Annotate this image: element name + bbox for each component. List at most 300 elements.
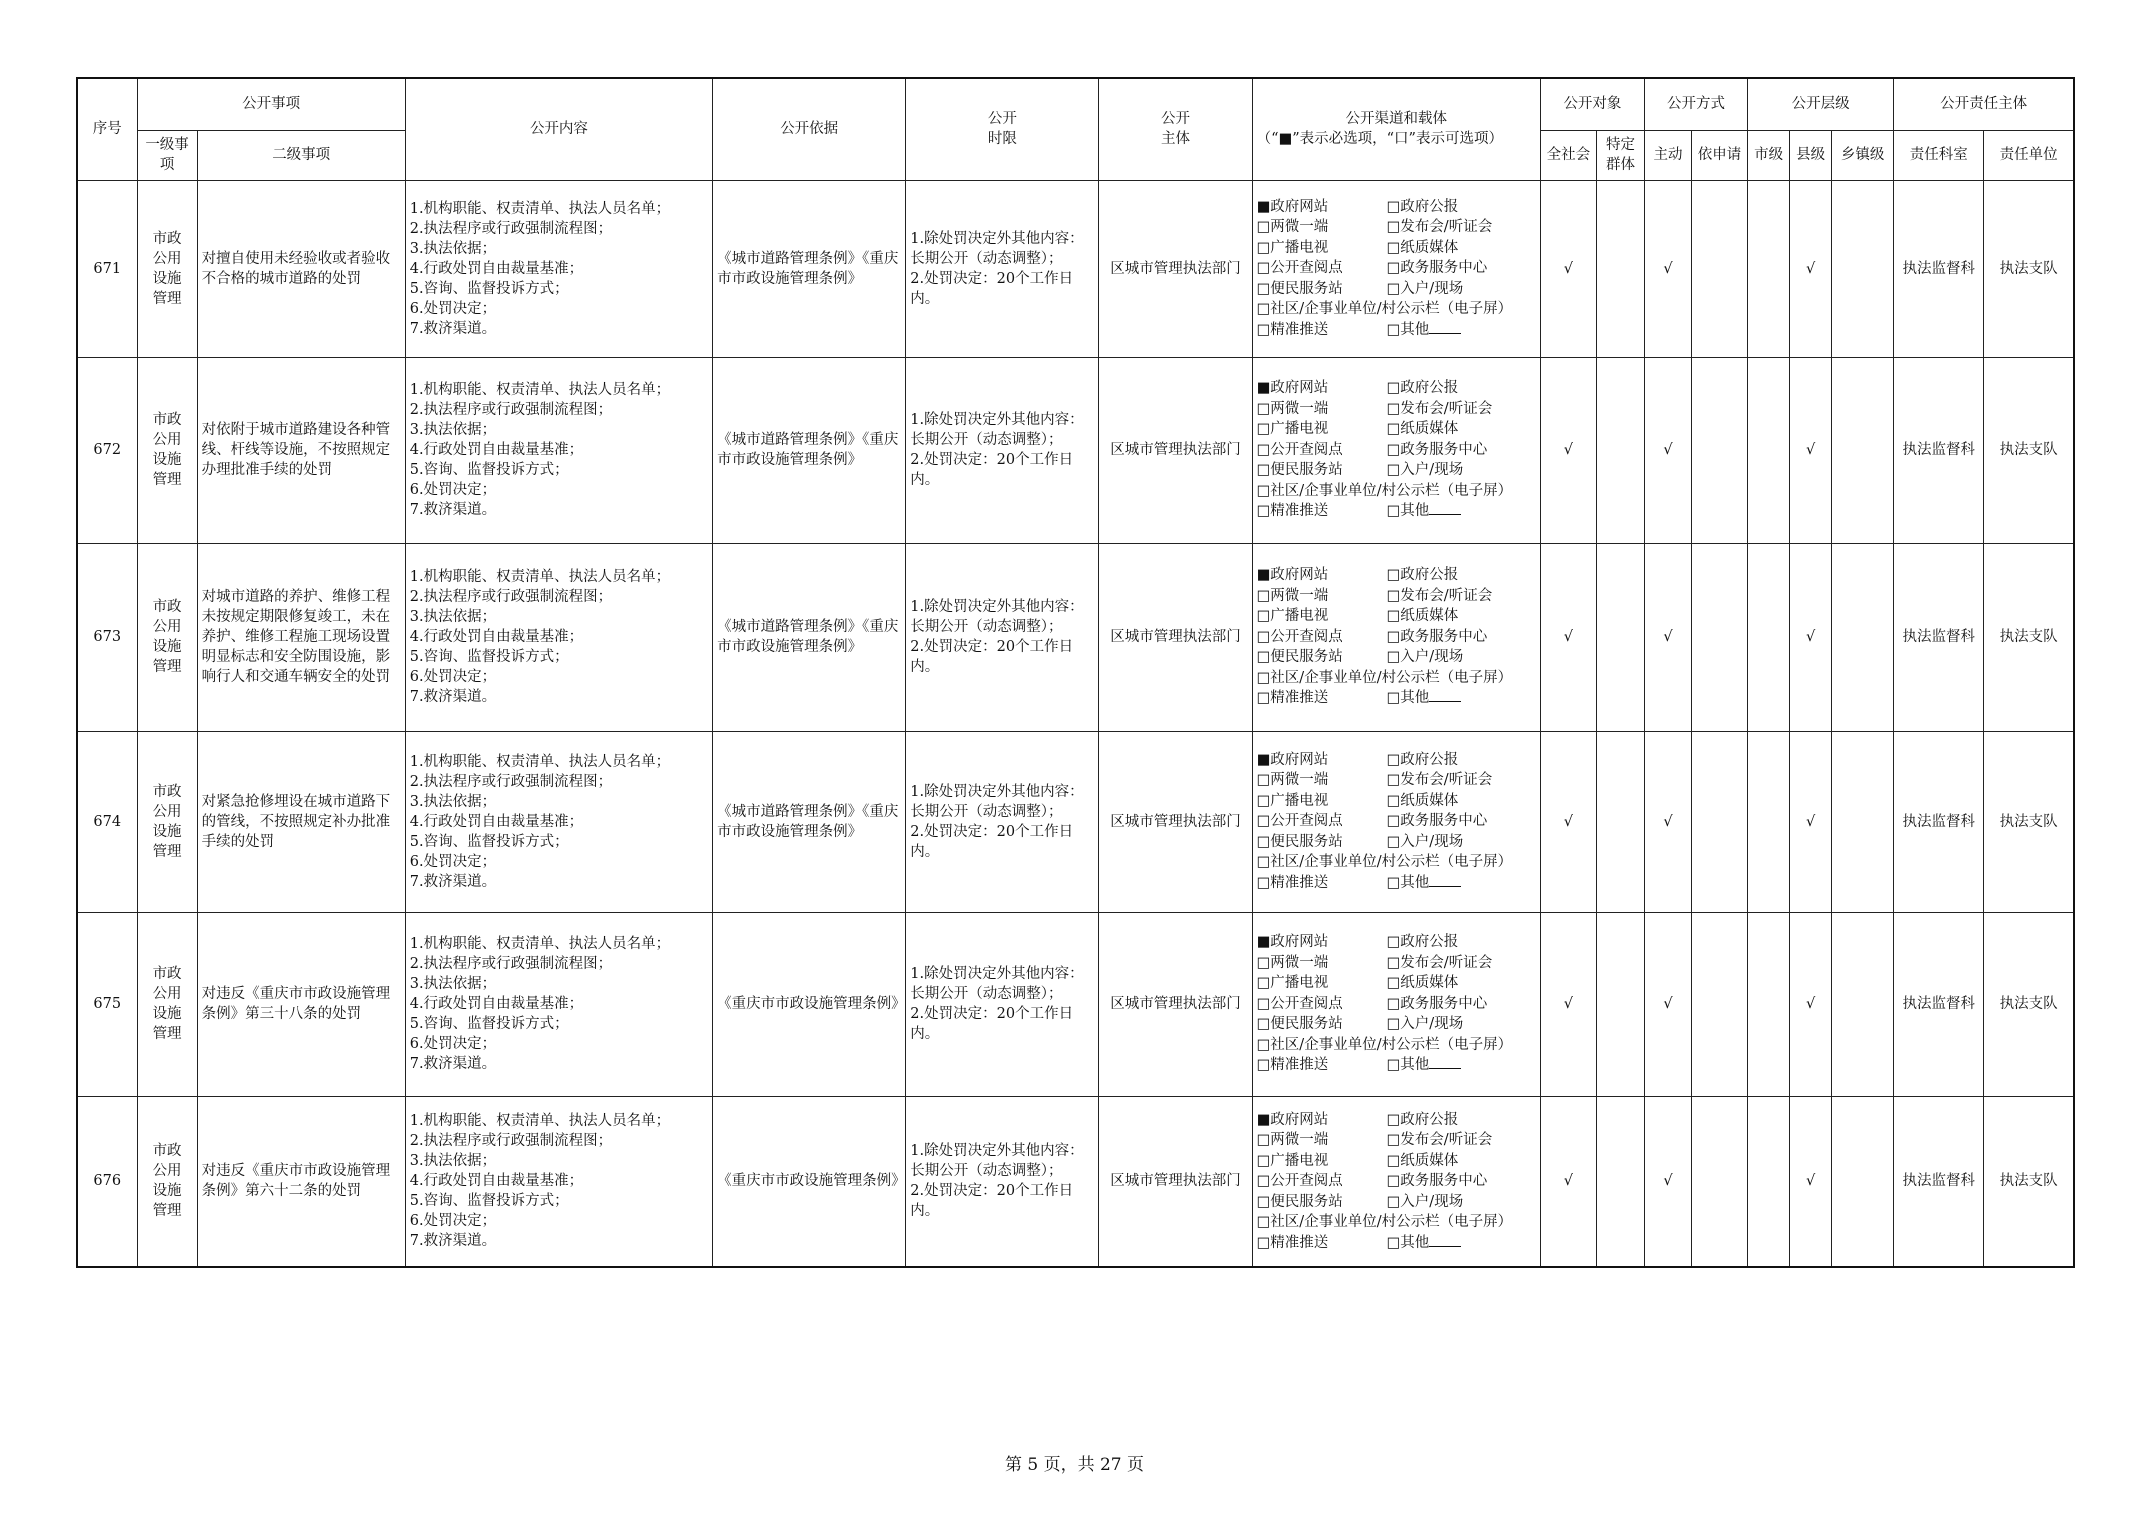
channel-option [1387, 994, 1536, 1015]
channel-option [1257, 770, 1387, 791]
content-line: 6.处罚决定； [409, 669, 497, 685]
row-id: 672 [77, 357, 137, 543]
channel-label: □其他 [1386, 874, 1430, 891]
table-row [77, 180, 2074, 357]
channel-label: □发布会/听证会 [1386, 1132, 1493, 1148]
channel-option [1387, 320, 1536, 341]
header-target: 公开对象 [1540, 78, 1644, 130]
channel-label: □便民服务站 [1256, 280, 1343, 297]
channel-option [1257, 1192, 1387, 1213]
channel-label: □两微一端 [1256, 772, 1329, 789]
channel-label: □政府公报 [1386, 380, 1459, 397]
channel-label: □其他 [1386, 1234, 1430, 1251]
channel-label: □政务服务中心 [1386, 813, 1488, 830]
channel-label: □其他 [1386, 321, 1430, 338]
row-basis: 《城市道路管理条例》《重庆市市政设施管理条例》 [713, 731, 906, 912]
channel-label: □社区/企事业单位/村公示栏（电子屏） [1256, 1214, 1513, 1230]
channel-option [1387, 973, 1536, 994]
table-header [77, 78, 2074, 180]
content-line: 5.咨询、监督投诉方式； [409, 833, 569, 850]
row-level1: 市政公用设施管理 [137, 731, 197, 912]
channel-option [1257, 1130, 1387, 1151]
header-level2: 二级事项 [197, 130, 405, 180]
row-basis: 《城市道路管理条例》《重庆市市政设施管理条例》 [713, 357, 906, 543]
content-line: 4.行政处罚自由裁量基准； [409, 629, 584, 645]
channel-option [1387, 647, 1536, 668]
row-level2: 对城市道路的养护、维修工程未按规定期限修复竣工，未在养护、维修工程施工现场设置明显标志和安全防围设施，影响行人和交通车辆安全的处罚 [197, 543, 405, 731]
channel-label: □广播电视 [1256, 792, 1329, 809]
channel-option [1257, 378, 1387, 399]
channel-option [1257, 238, 1387, 259]
channel-list [1257, 932, 1536, 1076]
row-mode-active: √ [1644, 731, 1691, 912]
header-subject: 公开 主体 [1099, 78, 1252, 180]
table-body [77, 180, 2074, 1267]
blank-underline [1429, 689, 1461, 702]
channel-label: □纸质媒体 [1386, 792, 1459, 809]
channel-option [1257, 1014, 1387, 1035]
content-line: 2.执法程序或行政强制流程图； [409, 589, 613, 605]
header-content: 公开内容 [405, 78, 712, 180]
table-row [77, 357, 2074, 543]
channel-option [1387, 279, 1536, 300]
content-line: 1.机构职能、权责清单、执法人员名单； [409, 200, 671, 217]
channel-label: □纸质媒体 [1386, 1152, 1459, 1169]
channel-label: □发布会/听证会 [1386, 587, 1493, 604]
channel-option [1257, 932, 1387, 953]
content-line: 1.机构职能、权责清单、执法人员名单； [409, 1113, 671, 1130]
channel-option [1387, 627, 1536, 648]
disclosure-table [76, 77, 2075, 1268]
channel-label: □广播电视 [1256, 1152, 1329, 1169]
row-level2: 对紧急抢修埋设在城市道路下的管线，不按照规定补办批准手续的处罚 [197, 731, 405, 912]
channel-label: □精准推送 [1256, 321, 1329, 338]
row-resp-unit: 执法支队 [1984, 357, 2074, 543]
channel-label: ■政府网站 [1256, 934, 1329, 951]
channel-option [1387, 770, 1536, 791]
channel-option [1257, 299, 1536, 320]
content-line: 2.执法程序或行政强制流程图； [409, 220, 613, 237]
header-channel-note: （“■”表示必选项，“口”表示可选项） [1256, 131, 1503, 148]
channel-option [1387, 399, 1536, 420]
time-line: 1.除处罚决定外其他内容：长期公开（动态调整）； [910, 599, 1084, 635]
channel-option [1387, 811, 1536, 832]
row-resp-office: 执法监督科 [1894, 543, 1984, 731]
row-time-limit [906, 1096, 1099, 1267]
row-level1: 市政公用设施管理 [137, 912, 197, 1096]
header-channel-title: 公开渠道和载体 [1345, 111, 1447, 128]
row-content [405, 180, 712, 357]
time-line: 2.处罚决定：20个工作日内。 [910, 1006, 1074, 1042]
row-level-county: √ [1790, 731, 1832, 912]
channel-label: □入户/现场 [1386, 1193, 1464, 1210]
blank-underline [1429, 502, 1461, 515]
channel-label: □公开查阅点 [1256, 628, 1343, 645]
content-line: 5.咨询、监督投诉方式； [409, 649, 569, 665]
channel-option [1257, 279, 1387, 300]
row-mode-request [1692, 912, 1748, 1096]
row-basis: 《城市道路管理条例》《重庆市市政设施管理条例》 [713, 180, 906, 357]
channel-label: □便民服务站 [1256, 462, 1343, 479]
channel-option [1387, 1014, 1536, 1035]
row-mode-active: √ [1644, 543, 1691, 731]
content-line: 7.救济渠道。 [409, 1056, 497, 1072]
channel-option [1257, 688, 1387, 709]
content-line: 3.执法依据； [409, 609, 497, 625]
header-level-county: 县级 [1790, 130, 1832, 180]
header-level-city: 市级 [1748, 130, 1790, 180]
header-level-town: 乡镇级 [1832, 130, 1894, 180]
time-line: 2.处罚决定：20个工作日内。 [910, 823, 1074, 860]
row-mode-active: √ [1644, 912, 1691, 1096]
time-line: 1.除处罚决定外其他内容：长期公开（动态调整）； [910, 783, 1084, 820]
channel-label: □入户/现场 [1386, 462, 1464, 479]
channel-option [1257, 320, 1387, 341]
row-target-specific [1596, 180, 1644, 357]
header-target-all: 全社会 [1540, 130, 1596, 180]
channel-label: □公开查阅点 [1256, 1173, 1343, 1189]
channel-option [1387, 1192, 1536, 1213]
row-target-all: √ [1540, 912, 1596, 1096]
row-mode-active: √ [1644, 357, 1691, 543]
channel-label: □纸质媒体 [1386, 421, 1459, 438]
content-line: 3.执法依据； [409, 976, 497, 992]
row-content [405, 357, 712, 543]
blank-underline [1429, 1234, 1461, 1247]
channel-label: ■政府网站 [1256, 751, 1329, 768]
content-line: 7.救济渠道。 [409, 689, 497, 705]
row-mode-request [1692, 1096, 1748, 1267]
row-time-limit [906, 543, 1099, 731]
row-channels [1252, 1096, 1540, 1267]
row-content [405, 912, 712, 1096]
channel-option [1387, 197, 1536, 218]
row-channels [1252, 543, 1540, 731]
channel-label: □入户/现场 [1386, 833, 1464, 850]
row-time-limit [906, 731, 1099, 912]
channel-label: □公开查阅点 [1256, 813, 1343, 830]
row-target-specific [1596, 357, 1644, 543]
channel-label: □精准推送 [1256, 503, 1329, 520]
channel-option [1387, 460, 1536, 481]
channel-label: □其他 [1386, 690, 1430, 707]
content-line: 1.机构职能、权责清单、执法人员名单； [409, 753, 671, 770]
channel-option [1257, 501, 1387, 522]
channel-label: □广播电视 [1256, 239, 1329, 256]
table-row [77, 912, 2074, 1096]
channel-label: ■政府网站 [1256, 198, 1329, 215]
channel-label: □政府公报 [1386, 1111, 1459, 1128]
channel-label: □社区/企事业单位/村公示栏（电子屏） [1256, 301, 1513, 318]
channel-label: □政府公报 [1386, 567, 1459, 584]
row-mode-request [1692, 180, 1748, 357]
channel-option [1387, 586, 1536, 607]
row-subject: 区城市管理执法部门 [1099, 543, 1252, 731]
row-target-all: √ [1540, 180, 1596, 357]
channel-option [1257, 1151, 1387, 1172]
blank-underline [1429, 1056, 1461, 1069]
content-line: 7.救济渠道。 [409, 1233, 497, 1250]
table-row [77, 543, 2074, 731]
channel-option [1257, 1035, 1536, 1056]
channel-option [1257, 852, 1536, 873]
row-level-town [1832, 357, 1894, 543]
header-channel [1252, 78, 1540, 180]
channel-option [1387, 606, 1536, 627]
row-level-city [1748, 180, 1790, 357]
channel-label: □政务服务中心 [1386, 1173, 1488, 1189]
row-resp-unit: 执法支队 [1984, 1096, 2074, 1267]
channel-option [1387, 565, 1536, 586]
row-level-town [1832, 731, 1894, 912]
channel-option [1257, 399, 1387, 420]
time-line: 1.除处罚决定外其他内容：长期公开（动态调整）； [910, 1143, 1084, 1180]
row-id: 676 [77, 1096, 137, 1267]
row-time-limit [906, 912, 1099, 1096]
row-mode-active: √ [1644, 180, 1691, 357]
channel-label: □发布会/听证会 [1386, 772, 1493, 789]
channel-label: □便民服务站 [1256, 833, 1343, 850]
channel-label: □社区/企事业单位/村公示栏（电子屏） [1256, 669, 1513, 686]
header-resp-unit: 责任单位 [1984, 130, 2074, 180]
channel-option [1387, 419, 1536, 440]
channel-label: □其他 [1386, 1057, 1430, 1074]
channel-label: □政府公报 [1386, 934, 1459, 951]
channel-list [1257, 1110, 1536, 1254]
content-line: 4.行政处罚自由裁量基准； [409, 813, 584, 830]
channel-option [1257, 197, 1387, 218]
content-line: 2.执法程序或行政强制流程图； [409, 402, 613, 418]
channel-option [1257, 258, 1387, 279]
channel-option [1387, 953, 1536, 974]
row-level-town [1832, 1096, 1894, 1267]
row-resp-office: 执法监督科 [1894, 180, 1984, 357]
row-level-county: √ [1790, 912, 1832, 1096]
channel-option [1257, 1233, 1387, 1254]
row-time-limit [906, 180, 1099, 357]
row-level2: 对擅自使用未经验收或者验收不合格的城市道路的处罚 [197, 180, 405, 357]
channel-option [1387, 501, 1536, 522]
channel-option [1257, 1171, 1387, 1192]
channel-label: ■政府网站 [1256, 380, 1329, 397]
row-channels [1252, 731, 1540, 912]
channel-option [1257, 1212, 1536, 1233]
channel-label: □便民服务站 [1256, 1016, 1343, 1033]
row-resp-office: 执法监督科 [1894, 912, 1984, 1096]
channel-option [1257, 440, 1387, 461]
channel-option [1387, 217, 1536, 238]
content-line: 5.咨询、监督投诉方式； [409, 1016, 569, 1032]
channel-label: □两微一端 [1256, 1132, 1329, 1148]
row-channels [1252, 357, 1540, 543]
content-line: 6.处罚决定； [409, 853, 497, 870]
content-line: 7.救济渠道。 [409, 873, 497, 890]
channel-label: □政务服务中心 [1386, 995, 1488, 1012]
row-target-specific [1596, 912, 1644, 1096]
row-level-city [1748, 1096, 1790, 1267]
row-level-county: √ [1790, 357, 1832, 543]
channel-label: □社区/企事业单位/村公示栏（电子屏） [1256, 1036, 1513, 1053]
channel-label: □便民服务站 [1256, 1193, 1343, 1210]
row-level-city [1748, 912, 1790, 1096]
time-line: 1.除处罚决定外其他内容：长期公开（动态调整）； [910, 966, 1084, 1002]
row-time-limit [906, 357, 1099, 543]
header-mode-request: 依申请 [1692, 130, 1748, 180]
row-mode-request [1692, 543, 1748, 731]
channel-option [1387, 1130, 1536, 1151]
time-line: 2.处罚决定：20个工作日内。 [910, 270, 1074, 307]
row-target-specific [1596, 731, 1644, 912]
channel-option [1257, 953, 1387, 974]
channel-option [1257, 419, 1387, 440]
header-basis: 公开依据 [713, 78, 906, 180]
content-line: 2.执法程序或行政强制流程图； [409, 1133, 613, 1150]
channel-option [1257, 647, 1387, 668]
row-content [405, 731, 712, 912]
content-line: 5.咨询、监督投诉方式； [409, 1193, 569, 1210]
content-line: 6.处罚决定； [409, 1213, 497, 1230]
row-target-all: √ [1540, 543, 1596, 731]
channel-option [1387, 932, 1536, 953]
row-channels [1252, 912, 1540, 1096]
row-basis: 《重庆市市政设施管理条例》 [713, 912, 906, 1096]
row-level-town [1832, 912, 1894, 1096]
row-subject: 区城市管理执法部门 [1099, 731, 1252, 912]
channel-option [1387, 440, 1536, 461]
row-target-specific [1596, 543, 1644, 731]
channel-option [1387, 1151, 1536, 1172]
content-line: 3.执法依据； [409, 240, 497, 257]
time-line: 2.处罚决定：20个工作日内。 [910, 1183, 1074, 1220]
channel-label: ■政府网站 [1256, 567, 1329, 584]
channel-option [1387, 791, 1536, 812]
table-row [77, 731, 2074, 912]
channel-option [1387, 1110, 1536, 1131]
channel-option [1387, 1171, 1536, 1192]
time-line: 1.除处罚决定外其他内容：长期公开（动态调整）； [910, 230, 1084, 267]
row-id: 675 [77, 912, 137, 1096]
channel-label: □广播电视 [1256, 608, 1329, 625]
content-line: 6.处罚决定； [409, 300, 497, 317]
channel-label: □精准推送 [1256, 874, 1329, 891]
channel-option [1257, 1110, 1387, 1131]
channel-option [1257, 460, 1387, 481]
channel-option [1257, 750, 1387, 771]
channel-option [1257, 217, 1387, 238]
channel-label: □入户/现场 [1386, 280, 1464, 297]
row-level-city [1748, 731, 1790, 912]
channel-label: □发布会/听证会 [1386, 954, 1493, 971]
row-level-county: √ [1790, 180, 1832, 357]
channel-option [1387, 1233, 1536, 1254]
content-line: 5.咨询、监督投诉方式； [409, 280, 569, 297]
row-channels [1252, 180, 1540, 357]
header-mode: 公开方式 [1644, 78, 1747, 130]
content-line: 6.处罚决定； [409, 1036, 497, 1052]
content-line: 7.救济渠道。 [409, 320, 497, 337]
channel-label: □精准推送 [1256, 1057, 1329, 1074]
channel-label: □广播电视 [1256, 421, 1329, 438]
row-level1: 市政公用设施管理 [137, 180, 197, 357]
row-level1: 市政公用设施管理 [137, 543, 197, 731]
header-mode-active: 主动 [1644, 130, 1691, 180]
channel-option [1387, 832, 1536, 853]
content-line: 7.救济渠道。 [409, 502, 497, 518]
header-target-specific: 特定群体 [1596, 130, 1644, 180]
channel-option [1257, 668, 1536, 689]
channel-option [1257, 627, 1387, 648]
row-level-city [1748, 543, 1790, 731]
channel-option [1387, 258, 1536, 279]
row-level-town [1832, 543, 1894, 731]
channel-label: □社区/企事业单位/村公示栏（电子屏） [1256, 854, 1513, 871]
time-line: 1.除处罚决定外其他内容：长期公开（动态调整）； [910, 412, 1084, 448]
row-content [405, 1096, 712, 1267]
channel-option [1257, 565, 1387, 586]
channel-option [1387, 1055, 1536, 1076]
row-resp-unit: 执法支队 [1984, 731, 2074, 912]
row-mode-request [1692, 357, 1748, 543]
channel-label: □纸质媒体 [1386, 975, 1459, 992]
channel-option [1387, 238, 1536, 259]
row-level1: 市政公用设施管理 [137, 1096, 197, 1267]
channel-label: □政务服务中心 [1386, 260, 1488, 277]
content-line: 2.执法程序或行政强制流程图； [409, 773, 613, 790]
row-id: 671 [77, 180, 137, 357]
channel-label: □入户/现场 [1386, 649, 1464, 666]
channel-list [1257, 565, 1536, 709]
row-level1: 市政公用设施管理 [137, 357, 197, 543]
content-line: 4.行政处罚自由裁量基准； [409, 996, 584, 1012]
channel-label: □精准推送 [1256, 1234, 1329, 1251]
row-level2: 对违反《重庆市市政设施管理条例》第六十二条的处罚 [197, 1096, 405, 1267]
header-resp: 公开责任主体 [1894, 78, 2074, 130]
row-level-city [1748, 357, 1790, 543]
channel-option [1387, 750, 1536, 771]
row-target-specific [1596, 1096, 1644, 1267]
channel-label: □两微一端 [1256, 400, 1329, 417]
content-line: 3.执法依据； [409, 1153, 497, 1170]
row-subject: 区城市管理执法部门 [1099, 912, 1252, 1096]
row-id: 673 [77, 543, 137, 731]
channel-label: □发布会/听证会 [1386, 219, 1493, 236]
channel-option [1387, 378, 1536, 399]
channel-label: □两微一端 [1256, 954, 1329, 971]
row-target-all: √ [1540, 357, 1596, 543]
channel-list [1257, 378, 1536, 522]
row-subject: 区城市管理执法部门 [1099, 357, 1252, 543]
channel-label: □便民服务站 [1256, 649, 1343, 666]
channel-option [1257, 1055, 1387, 1076]
content-line: 4.行政处罚自由裁量基准； [409, 1173, 584, 1190]
row-resp-unit: 执法支队 [1984, 180, 2074, 357]
row-level-county: √ [1790, 543, 1832, 731]
channel-label: □纸质媒体 [1386, 608, 1459, 625]
content-line: 1.机构职能、权责清单、执法人员名单； [409, 382, 671, 398]
channel-label: □公开查阅点 [1256, 995, 1343, 1012]
channel-label: □两微一端 [1256, 219, 1329, 236]
channel-option [1257, 791, 1387, 812]
row-level-town [1832, 180, 1894, 357]
header-matter: 公开事项 [137, 78, 405, 130]
channel-list [1257, 197, 1536, 341]
channel-label: □两微一端 [1256, 587, 1329, 604]
channel-option [1257, 811, 1387, 832]
row-subject: 区城市管理执法部门 [1099, 1096, 1252, 1267]
channel-option [1387, 688, 1536, 709]
content-line: 2.执法程序或行政强制流程图； [409, 956, 613, 972]
row-mode-request [1692, 731, 1748, 912]
